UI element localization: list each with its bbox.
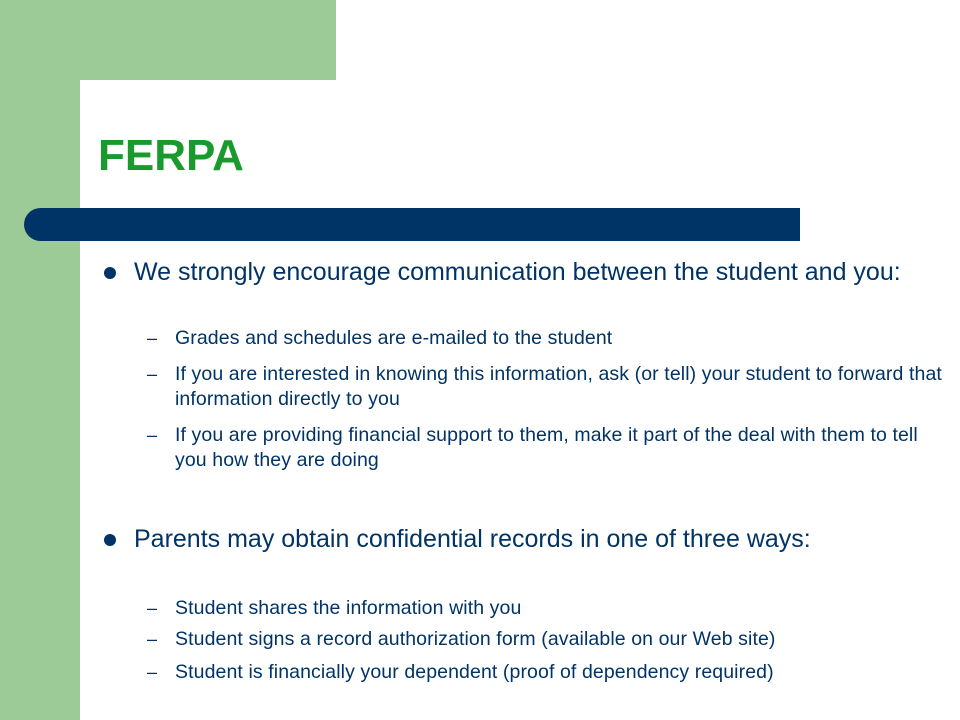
sub-item-text: Student signs a record authorization form (available on our Web site) [175, 628, 776, 650]
bullet-communication [134, 257, 954, 288]
bullet-dot-icon [104, 534, 116, 546]
sub-item [147, 326, 955, 351]
bullet-text: Parents may obtain confidential records in one of three ways: [134, 525, 811, 553]
dash-icon: – [147, 598, 158, 618]
dash-icon: – [147, 328, 158, 348]
dash-icon: – [147, 364, 158, 384]
green-side-band [0, 0, 80, 720]
dash-icon: – [147, 425, 158, 445]
dash-icon: – [147, 629, 158, 649]
bullet-parents-records [134, 524, 954, 555]
dash-icon: – [147, 662, 158, 682]
sub-item [147, 596, 955, 621]
sub-item [147, 423, 955, 473]
bullet-dot-icon [104, 267, 116, 279]
green-top-band [0, 0, 336, 80]
sub-item-text: If you are providing financial support to them, make it part of the deal with them to tell you how they are doing [175, 424, 918, 471]
slide-title: FERPA [98, 131, 244, 180]
sub-item [147, 627, 955, 652]
sub-item [147, 362, 955, 412]
title-divider-bar [24, 208, 800, 241]
sub-item-text: Grades and schedules are e-mailed to the student [175, 327, 613, 349]
sub-item-text: Student shares the information with you [175, 597, 522, 619]
sub-item [147, 660, 955, 685]
sub-item-text: If you are interested in knowing this information, ask (or tell) your student to forward that information directly to you [175, 363, 942, 410]
bullet-text: We strongly encourage communication between the student and you: [134, 258, 901, 286]
sub-item-text: Student is financially your dependent (proof of dependency required) [175, 661, 774, 683]
